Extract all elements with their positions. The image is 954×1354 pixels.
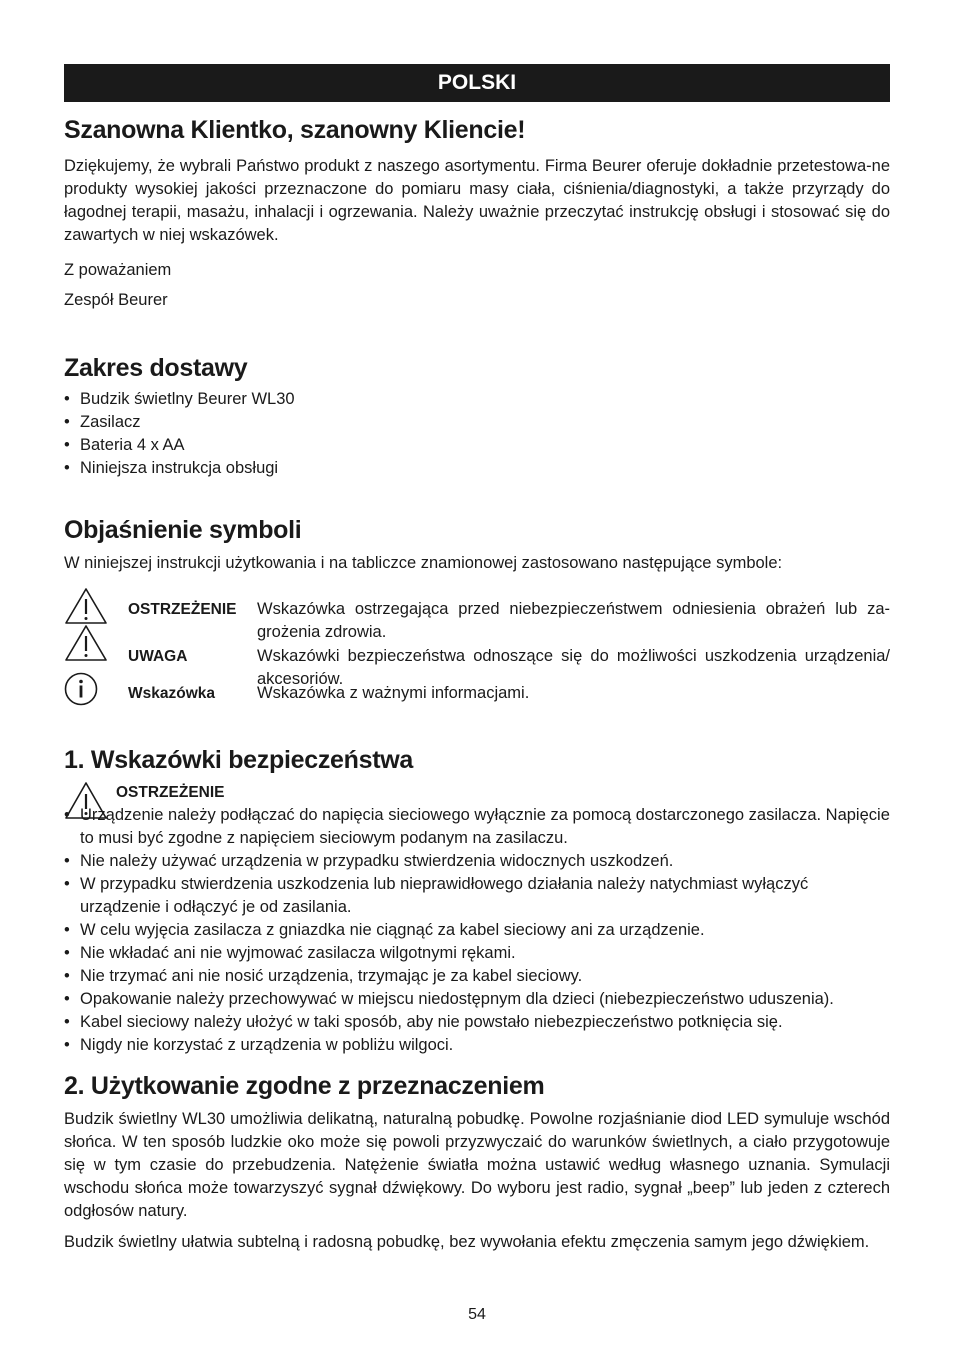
list-item: • Nie wkładać ani nie wyjmować zasilacza wilgotnymi rękami. [64,942,890,965]
greeting-closing: Z poważaniem [64,261,172,279]
safety-section [64,746,890,1057]
safety-list [64,804,890,1057]
usage-paragraph-2: Budzik świetlny ułatwia subtelną i radosną pobudkę, bez wywołania efektu zmęczenia samym jego dźwiękiem. [64,1233,870,1251]
list-item: • Niniejsza instrukcja obsługi [64,457,890,480]
symbol-label: OSTRZEŻENIE [128,601,237,618]
greeting-signature: Zespół Beurer [64,291,168,309]
list-item: • Budzik świetlny Beurer WL30 [64,388,890,411]
page-content [64,116,890,1254]
list-item: • Bateria 4 x AA [64,434,890,457]
list-item: • Urządzenie należy podłączać do napięcia sieciowego wyłącznie za pomocą dostarczonego zasilacza. Napięcie to musi być zgodne z napięciem sieciowym podanym na zasilaczu. [64,804,890,850]
list-item: • Nigdy nie korzystać z urządzenia w pobliżu wilgoci. [64,1034,890,1057]
usage-section [64,1072,890,1254]
usage-title: 2. Użytkowanie zgodne z przeznaczeniem [64,1072,545,1100]
greeting-section [64,116,890,312]
language-label: POLSKI [437,71,517,94]
delivery-title: Zakres dostawy [64,354,248,382]
symbols-title: Objaśnienie symboli [64,516,302,544]
info-icon [64,672,98,706]
delivery-section [64,354,890,480]
warning-triangle-icon [64,587,108,625]
symbol-text: Wskazówka z ważnymi informacjami. [257,684,530,702]
page-number: 54 [468,1306,486,1323]
safety-warning-label: OSTRZEŻENIE [116,784,225,801]
greeting-title: Szanowna Klientko, szanowny Kliencie! [64,116,526,144]
safety-title: 1. Wskazówki bezpieczeństwa [64,746,413,774]
delivery-list [64,388,890,480]
greeting-body: Dziękujemy, że wybrali Państwo produkt z naszego asortymentu. Firma Beurer oferuje dokładnie przetestowa-ne produkty wysokiej jakości przeznaczone do pomiaru masy ciała, ciśnienia/diagnostyki, a także przyrządy do łagodnej terapii, masażu, inhalacji i ogrzewania. Należy uważnie przeczytać instrukcję obsługi i stosować się do zawartych w niej wskazówek. [64,157,890,244]
warning-triangle-icon [64,624,108,662]
list-item: • Kabel sieciowy należy ułożyć w taki sposób, aby nie powstało niebezpieczeństwo potknięcia się. [64,1011,890,1034]
language-header [64,64,890,102]
symbol-label: Wskazówka [128,685,216,702]
list-item: • W celu wyjęcia zasilacza z gniazdka nie ciągnąć za kabel sieciowy ani za urządzenie. [64,919,890,942]
symbol-text: Wskazówki bezpieczeństwa odnoszące się do możliwości uszkodzenia urządzenia/ akcesoriów. [257,647,890,688]
list-item: • Opakowanie należy przechowywać w miejscu niedostępnym dla dzieci (niebezpieczeństwo uduszenia). [64,988,890,1011]
list-item: • Zasilacz [64,411,890,434]
list-item: • Nie trzymać ani nie nosić urządzenia, trzymając je za kabel sieciowy. [64,965,890,988]
symbols-section [64,516,890,717]
symbols-table [64,587,890,717]
symbol-label: UWAGA [128,648,188,665]
safety-warning-block [64,781,890,1057]
usage-paragraph-1: Budzik świetlny WL30 umożliwia delikatną, naturalną pobudkę. Powolne rozjaśnianie diod LED symuluje wschód słońca. W ten sposób ludzkie oko może się powoli przyzwyczaić do warunków świetlnych, a ciało przygotowuje się w tym czasie do przebudzenia. Natężenie światła można ustawić według własnego uznania. Symulacji wschodu słońca może towarzyszyć sygnał dźwiękowy. Do wyboru jest radio, sygnał „beep” lub jeden z czterech odgłosów natury. [64,1110,890,1220]
symbol-text: Wskazówka ostrzegająca przed niebezpieczeństwem odniesienia obrażeń lub za-grożenia zdrowia. [257,600,890,641]
list-item: • Nie należy używać urządzenia w przypadku stwierdzenia widocznych uszkodzeń. [64,850,890,873]
list-item: • W przypadku stwierdzenia uszkodzenia lub nieprawidłowego działania należy natychmiast wyłączyć urządzenie i odłączyć je od zasilania. [64,873,890,919]
symbols-intro: W niniejszej instrukcji użytkowania i na tabliczce znamionowej zastosowano następujące symbole: [64,554,783,572]
